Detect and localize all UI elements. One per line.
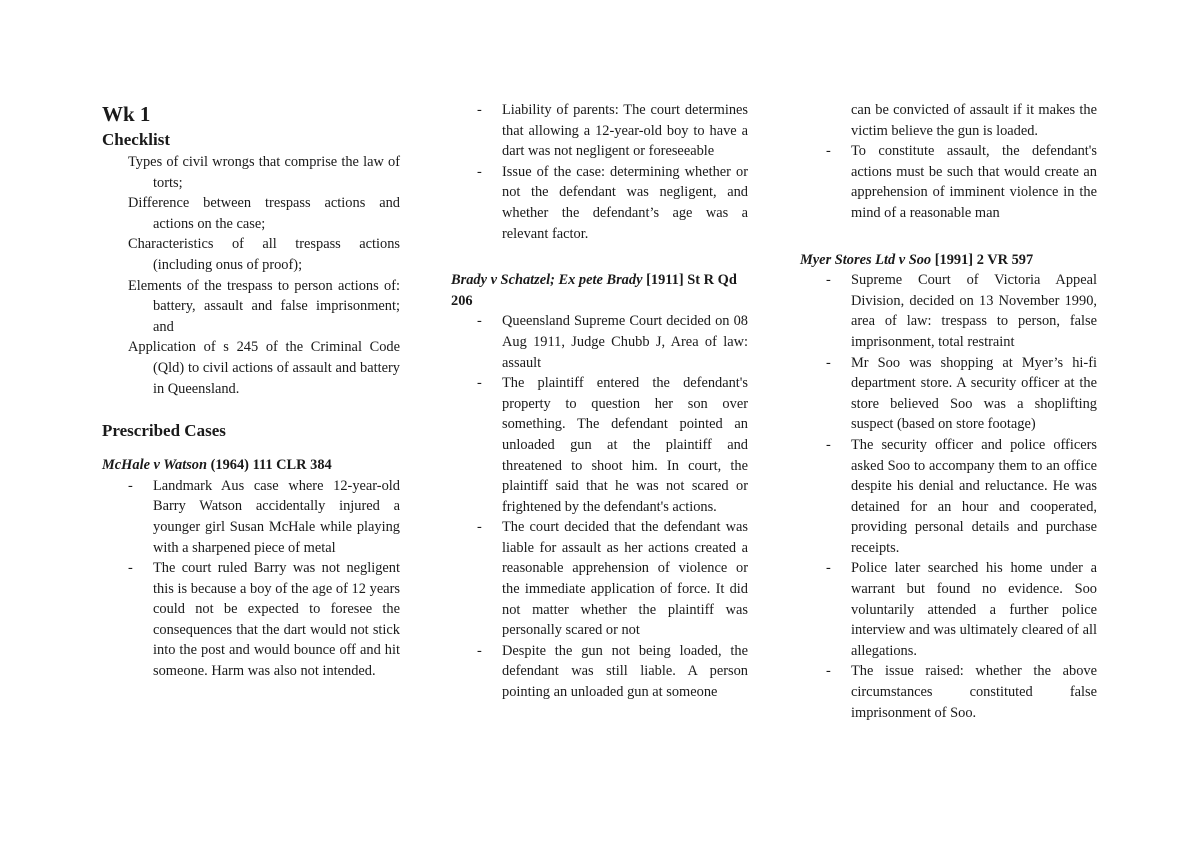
page-title: Wk 1 (102, 102, 151, 126)
dash-bullet: - (826, 354, 831, 371)
list-item (451, 373, 748, 517)
spacer (800, 224, 1097, 250)
list-item (451, 641, 748, 703)
dash-bullet: - (477, 519, 482, 536)
list-item-text: Supreme Court of Victoria Appeal Division, decided on 13 November 1990, area of law: trespass to person, false imprisonment, total restraint (851, 272, 1097, 350)
list-item-text: Liability of parents: The court determines that allowing a 12-year-old boy to have a dart was not negligent or foreseeable (502, 102, 748, 160)
list-item-text: can be convicted of assault if it makes the victim believe the gun is loaded. (851, 102, 1097, 139)
checklist-item: Difference between trespass actions and actions on the case; (128, 195, 400, 232)
list-item-text: The court decided that the defendant was liable for assault as her actions created a reasonable apprehension of violence or the immediate application of force. It did not matter whether the plaintiff was personally scared or not (502, 519, 748, 639)
dash-bullet: - (477, 313, 482, 330)
dash-bullet: - (826, 272, 831, 289)
list-item (451, 100, 748, 162)
list-item (800, 558, 1097, 661)
case-points-brady (451, 311, 748, 702)
list-item (451, 517, 748, 641)
list-item (800, 141, 1097, 223)
case-points-mchale (102, 476, 400, 682)
case-name: Myer Stores Ltd v Soo (800, 251, 932, 268)
spacer (451, 244, 748, 270)
list-item-text: The court ruled Barry was not negligent this is because a boy of the age of 12 years could not be expected to foresee the consequences that the dart would not stick into the post and would bounce off and hit someone. Harm was also not intended. (153, 560, 400, 680)
case-citation: (1964) 111 CLR 384 (210, 457, 332, 474)
case-points-mchale-continued (451, 100, 748, 244)
list-item-text: To constitute assault, the defendant's actions must be such that would create an apprehension of imminent violence in the mind of a reasonable man (851, 143, 1097, 221)
dash-bullet: - (826, 143, 831, 160)
list-item (451, 311, 748, 373)
list-item (800, 435, 1097, 559)
dash-bullet: - (826, 560, 831, 577)
case-citation: [1911] St R Qd 206 (451, 272, 737, 309)
checklist-heading: Checklist (102, 130, 170, 149)
list-item (800, 661, 1097, 723)
case-citation: [1991] 2 VR 597 (934, 251, 1034, 268)
prescribed-cases-heading: Prescribed Cases (102, 421, 226, 441)
list-item-text: The plaintiff entered the defendant's property to question her son over something. The defendant pointed an unloaded gun at the plaintiff and threatened to shoot him. In court, the plaintiff said that he was not scared or frightened by the defendant's actions. (502, 375, 748, 515)
case-name: Brady v Schatzel; Ex pete Brady (451, 272, 643, 289)
column-2 (451, 100, 748, 703)
list-item-continuation (800, 100, 1097, 141)
list-item (451, 162, 748, 244)
checklist (102, 152, 400, 399)
list-item-text: The security officer and police officers asked Soo to accompany them to an office despite his denial and reluctance. He was detained for an hour and cooperated, providing personal details and purchase receipts. (851, 436, 1097, 556)
list-item-text: Queensland Supreme Court decided on 08 Aug 1911, Judge Chubb J, Area of law: assault (502, 313, 748, 371)
dash-bullet: - (128, 477, 133, 494)
column-1 (102, 100, 400, 682)
list-item (102, 558, 400, 682)
checklist-item: Characteristics of all trespass actions (including onus of proof); (128, 236, 400, 273)
dash-bullet: - (477, 375, 482, 392)
list-item-text: Police later searched his home under a warrant but found no evidence. Soo voluntarily attended a further police interview and was ultimately cleared of all allegations. (851, 560, 1097, 659)
list-item (800, 353, 1097, 435)
dash-bullet: - (128, 560, 133, 577)
list-item-text: Issue of the case: determining whether or not the defendant was negligent, and whether the defendant’s age was a relevant factor. (502, 163, 748, 242)
dash-bullet: - (826, 663, 831, 680)
list-item-text: Landmark Aus case where 12-year-old Barry Watson accidentally injured a younger girl Susan McHale while playing with a sharpened piece of metal (153, 477, 400, 556)
checklist-item: Application of s 245 of the Criminal Code (Qld) to civil actions of assault and battery in Queensland. (128, 339, 400, 397)
case-name: McHale v Watson (102, 457, 207, 474)
case-title-myer (800, 250, 1097, 271)
case-points-brady-continued (800, 100, 1097, 224)
dash-bullet: - (826, 436, 831, 453)
column-3 (800, 100, 1097, 723)
dash-bullet: - (477, 163, 482, 180)
dash-bullet: - (477, 102, 482, 118)
list-item-text: The issue raised: whether the above circumstances constituted false imprisonment of Soo. (851, 663, 1097, 721)
case-title-brady (451, 270, 748, 311)
case-title-mchale (102, 455, 400, 476)
list-item (102, 476, 400, 558)
case-points-myer (800, 270, 1097, 723)
checklist-item: Types of civil wrongs that comprise the law of torts; (128, 154, 400, 191)
list-item (800, 270, 1097, 352)
dash-bullet: - (477, 642, 482, 659)
checklist-item: Elements of the trespass to person actions of: battery, assault and false imprisonment; and (128, 277, 400, 335)
list-item-text: Despite the gun not being loaded, the defendant was still liable. A person pointing an unloaded gun at someone (502, 642, 748, 701)
list-item-text: Mr Soo was shopping at Myer’s hi-fi department store. A security officer at the store believed Soo was a shoplifting suspect (based on store footage) (851, 354, 1097, 433)
